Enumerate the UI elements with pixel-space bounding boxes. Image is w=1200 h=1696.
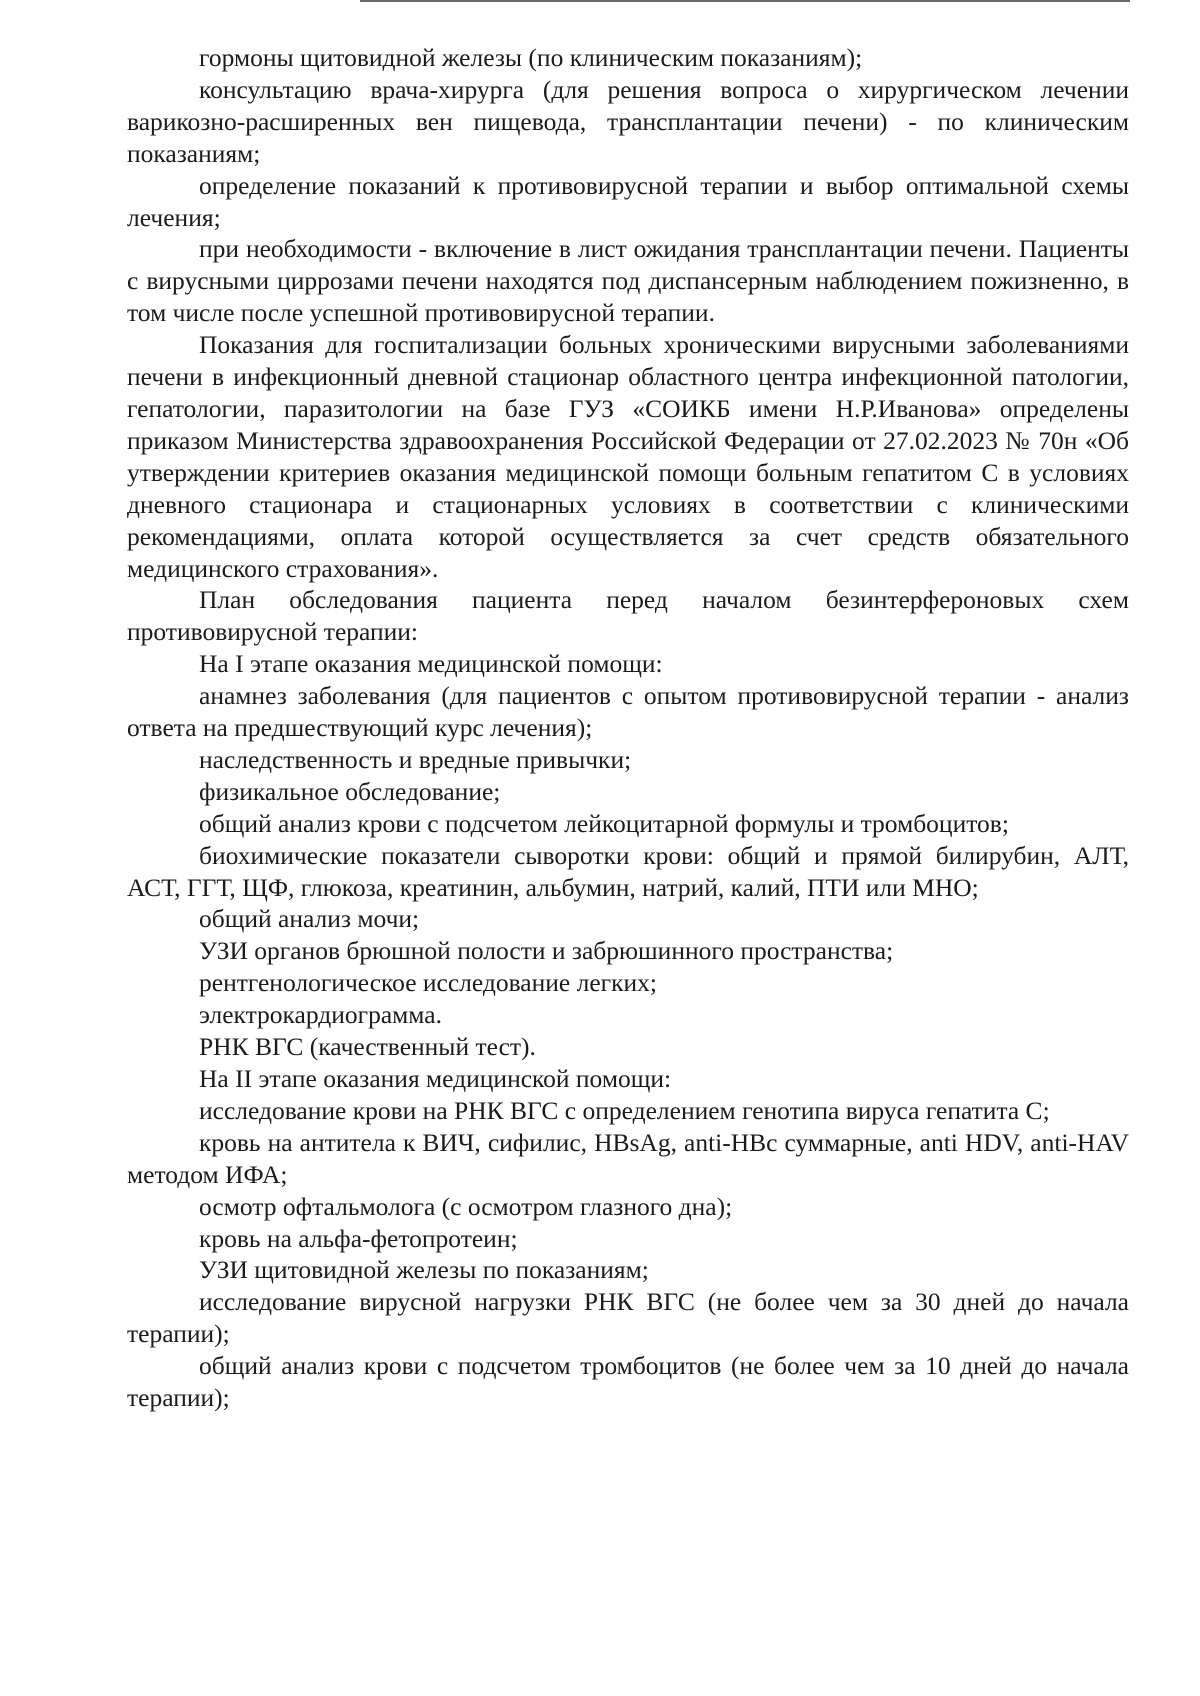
paragraph-stage-two-heading: На II этапе оказания медицинской помощи:: [199, 1064, 672, 1093]
list-item-lung-xray: рентгенологическое исследование легких;: [199, 968, 657, 998]
list-item-abdominal-ultrasound: УЗИ органов брюшной полости и забрюшинного пространства;: [199, 936, 894, 966]
list-item-biochemistry: биохимические показатели сыворотки крови: общий и прямой билирубин, АЛТ, АСТ, ГГТ, ЩФ, глюкоза, креатинин, альбумин, натрий, калий, ПТИ или МНО;: [127, 840, 1129, 902]
paragraph-antiviral-indications: определение показаний к противовирусной терапии и выбор оптимальной схемы лечения;: [127, 170, 1129, 232]
paragraph-thyroid-hormones: гормоны щитовидной железы (по клиническим показаниям);: [199, 43, 863, 72]
list-item-platelet-count: общий анализ крови с подсчетом тромбоцитов (не более чем за 10 дней до начала терапии);: [127, 1351, 1129, 1413]
list-item-urinalysis: общий анализ мочи;: [199, 904, 420, 934]
list-item-ecg: электрокардиограмма.: [199, 1000, 442, 1030]
paragraph-stage-one-heading: На I этапе оказания медицинской помощи:: [199, 649, 663, 679]
top-edge-rule: [360, 0, 1130, 2]
list-item-rna-qualitative: РНК ВГС (качественный тест).: [199, 1032, 536, 1062]
paragraph-hospitalization-indications: Показания для госпитализации больных хроническими вирусными заболеваниями печени в инфекционный дневной стационар областного центра инфекционной патологии, гепатологии, паразитологии на базе ГУЗ «СОИКБ имени Н.Р.Иванова» определены приказом Министерства здравоохранения Российской Федерации от 27.02.2023 № 70н «Об утверждении критериев оказания медицинской помощи больным гепатитом С в условиях дневного стационара и стационарных условиях в соответствии с клиническими рекомендациями, оплата которой осуществляется за счет средств обязательного медицинского страхования».: [127, 330, 1129, 583]
list-item-heredity: наследственность и вредные привычки;: [199, 744, 632, 774]
list-item-physical-exam: физикальное обследование;: [199, 776, 501, 806]
paragraph-transplant-waiting-list: при необходимости - включение в лист ожидания трансплантации печени. Пациенты с вирусными циррозами печени находятся под диспансерным наблюдением пожизненно, в том числе после успешной противовирусной терапии.: [127, 234, 1129, 328]
list-item-thyroid-ultrasound: УЗИ щитовидной железы по показаниям;: [199, 1255, 649, 1285]
list-item-genotype: исследование крови на РНК ВГС с определением генотипа вируса гепатита С;: [199, 1095, 1050, 1125]
list-item-blood-count: общий анализ крови с подсчетом лейкоцитарной формулы и тромбоцитов;: [199, 808, 1009, 838]
list-item-antibodies: кровь на антитела к ВИЧ, сифилис, HBsAg, anti-HBc суммарные, anti HDV, anti-HAV методом ИФА;: [127, 1127, 1129, 1189]
list-item-alpha-fetoprotein: кровь на альфа-фетопротеин;: [199, 1223, 518, 1253]
list-item-viral-load: исследование вирусной нагрузки РНК ВГС (не более чем за 30 дней до начала терапии);: [127, 1287, 1129, 1349]
paragraph-surgeon-consultation: консультацию врача-хирурга (для решения вопроса о хирургическом лечении варикозно-расширенных вен пищевода, трансплантации печени) - по клиническим показаниям;: [127, 74, 1129, 168]
paragraph-examination-plan: План обследования пациента перед началом безинтерфероновых схем противовирусной терапии:: [127, 585, 1129, 647]
list-item-anamnesis: анамнез заболевания (для пациентов с опытом противовирусной терапии - анализ ответа на предшествующий курс лечения);: [127, 681, 1129, 743]
document-page: [127, 42, 1129, 1414]
list-item-ophthalmologist: осмотр офтальмолога (с осмотром глазного дна);: [199, 1191, 733, 1221]
